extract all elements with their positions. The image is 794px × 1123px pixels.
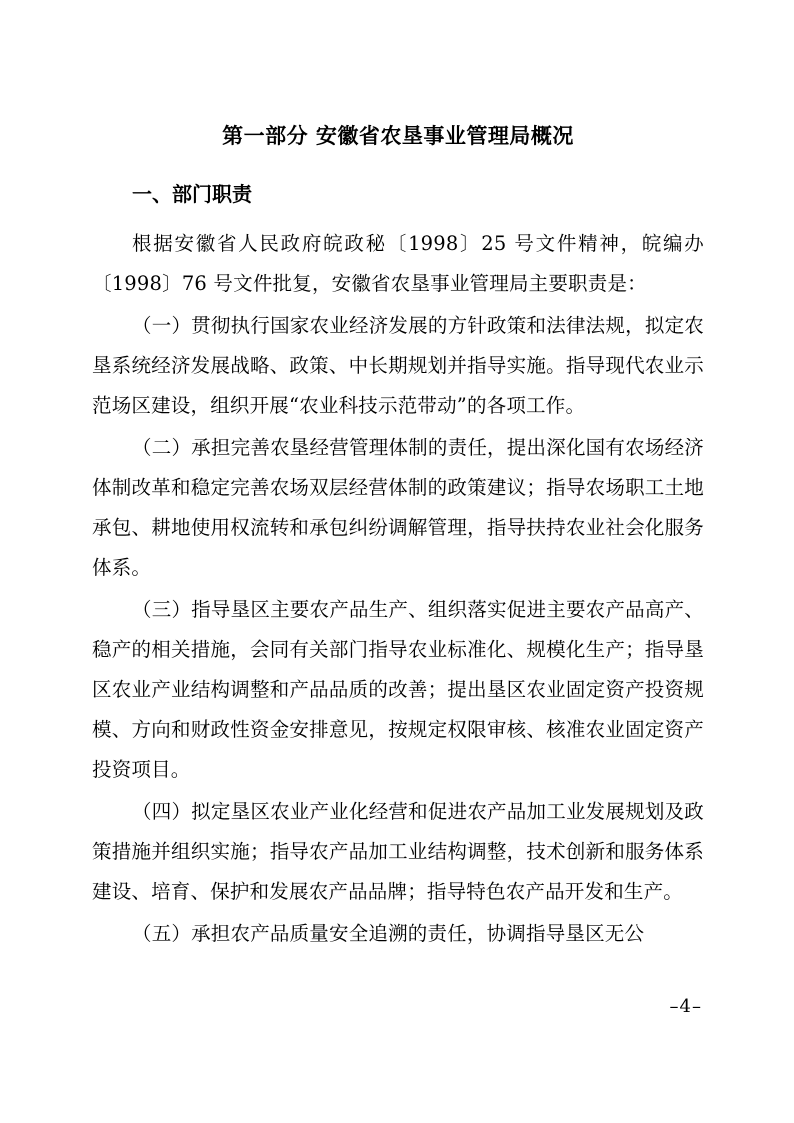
paragraph: （五）承担农产品质量安全追溯的责任，协调指导垦区无公 bbox=[132, 921, 645, 945]
paragraph: （二）承担完善农垦经营管理体制的责任，提出深化国有农场经济体制改革和稳定完善农场双层经营体制的政策建议；指导农场职工土地承包、耕地使用权流转和承包纠纷调解管理，指导扶持农业社会化服务体系。 bbox=[92, 435, 704, 579]
paragraph: （四）拟定垦区农业产业化经营和促进农产品加工业发展规划及政策措施并组织实施；指导农产品加工业结构调整，技术创新和服务体系建设、培育、保护和发展农产品品牌；指导特色农产品开发和生产。 bbox=[92, 799, 704, 903]
paragraph: （三）指导垦区主要农产品生产、组织落实促进主要农产品高产、稳产的相关措施，会同有关部门指导农业标准化、规模化生产；指导垦区农业产业结构调整和产品品质的改善；提出垦区农业固定资产投资规模、方向和财政性资金安排意见，按规定权限审核、核准农业固定资产投资项目。 bbox=[92, 597, 704, 781]
paragraph: （一）贯彻执行国家农业经济发展的方针政策和法律法规，拟定农垦系统经济发展战略、政策、中长期规划并指导实施。指导现代农业示范场区建设，组织开展“农业科技示范带动”的各项工作。 bbox=[92, 313, 704, 417]
section-heading: 一、部门职责 bbox=[132, 181, 252, 206]
page-title: 第一部分 安徽省农垦事业管理局概况 bbox=[222, 123, 574, 148]
page-number: –4– bbox=[669, 996, 702, 1017]
paragraph: 根据安徽省人民政府皖政秘〔1998〕25 号文件精神，皖编办〔1998〕76 号文件批复，安徽省农垦事业管理局主要职责是： bbox=[92, 231, 704, 295]
page-content bbox=[92, 120, 704, 956]
